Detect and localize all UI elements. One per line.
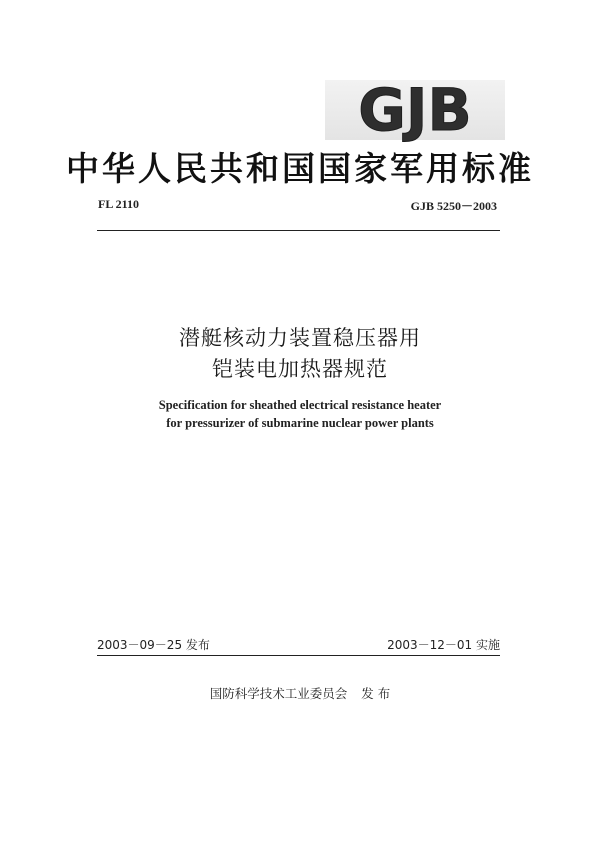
english-title-line-1: Specification for sheathed electrical resistance heater — [158, 398, 442, 412]
issue-date: 2003－09－25 发布 — [97, 638, 210, 652]
bottom-divider — [97, 655, 500, 656]
english-title-line-2: for pressurizer of submarine nuclear power plants — [166, 416, 434, 430]
standard-category-title: 中华人民共和国国家军用标准 — [66, 149, 534, 188]
issuer-name: 国防科学技术工业委员会 — [209, 686, 348, 701]
gjb-logo — [325, 78, 505, 144]
logo-text: GJB — [358, 78, 472, 144]
issuer-verb: 发 布 — [361, 686, 391, 701]
classification-code: FL 2110 — [98, 197, 140, 211]
top-divider — [97, 230, 500, 231]
issuing-authority — [0, 684, 600, 702]
chinese-title-line-1: 潜艇核动力装置稳压器用 — [179, 326, 421, 350]
standard-number: GJB 5250－2003 — [410, 199, 497, 213]
implementation-date: 2003－12－01 实施 — [387, 638, 500, 652]
chinese-title-line-2: 铠装电加热器规范 — [212, 357, 388, 381]
